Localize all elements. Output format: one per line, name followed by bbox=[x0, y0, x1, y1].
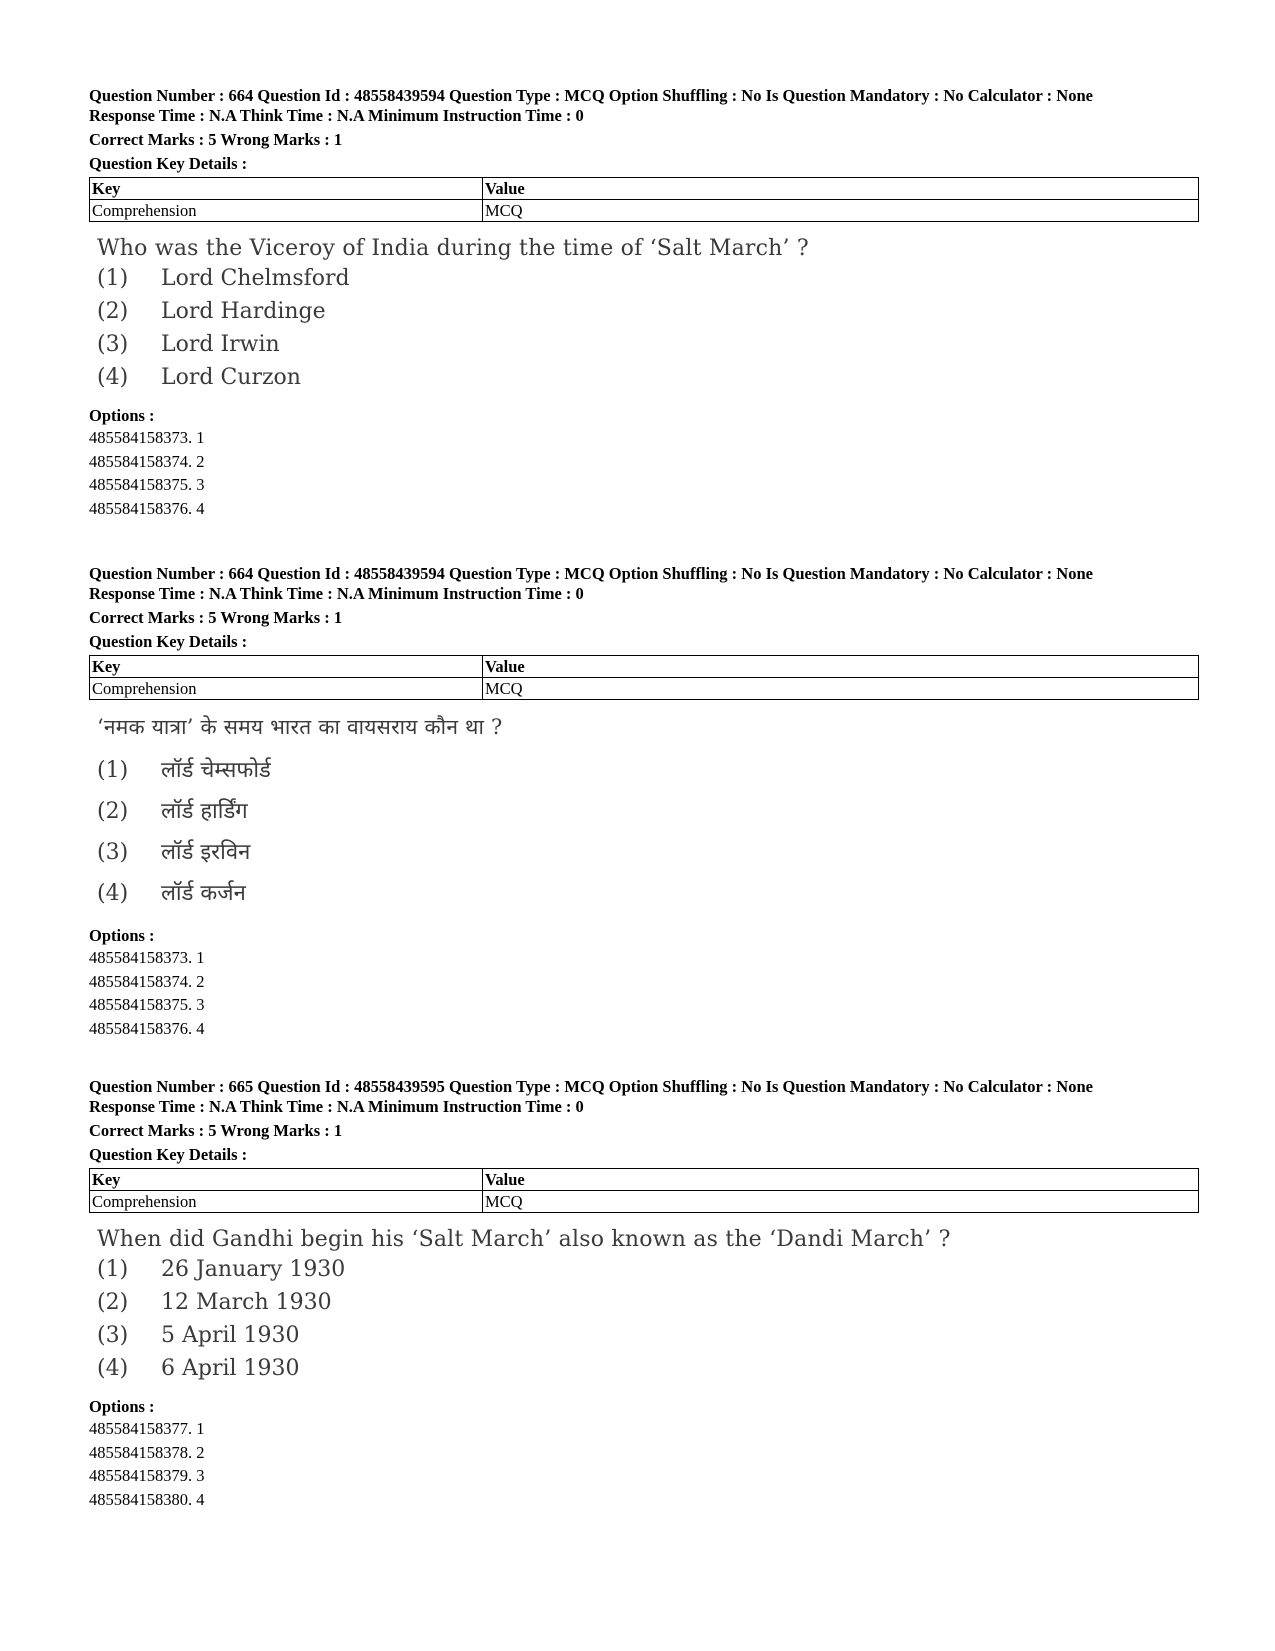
choice-text: लॉर्ड चेम्सफोर्ड bbox=[161, 758, 271, 783]
choice-text: 6 April 1930 bbox=[161, 1356, 300, 1381]
choice-number: (2) bbox=[97, 799, 129, 824]
choice-item bbox=[97, 1352, 1199, 1385]
choice-text: 5 April 1930 bbox=[161, 1323, 300, 1348]
choice-item bbox=[97, 791, 1199, 832]
timing-meta-line: Response Time : N.A Think Time : N.A Minimum Instruction Time : 0 bbox=[89, 106, 584, 125]
question-text: ‘नमक यात्रा’ के समय भारत का वायसराय कौन था ? bbox=[97, 715, 503, 739]
choice-text: लॉर्ड कर्जन bbox=[161, 881, 246, 906]
table-row bbox=[90, 1191, 1199, 1213]
table-header-row bbox=[90, 178, 1199, 200]
table-cell-key: Comprehension bbox=[90, 1191, 483, 1213]
question-image bbox=[97, 714, 1199, 914]
choice-text: Lord Chelmsford bbox=[161, 266, 350, 291]
choice-number: (1) bbox=[97, 758, 129, 783]
timing-meta-line: Response Time : N.A Think Time : N.A Minimum Instruction Time : 0 bbox=[89, 1097, 584, 1116]
question-block bbox=[89, 564, 1199, 1040]
options-list bbox=[89, 946, 1199, 1040]
table-header-value: Value bbox=[483, 656, 1199, 678]
timing-meta-line: Response Time : N.A Think Time : N.A Minimum Instruction Time : 0 bbox=[89, 584, 584, 603]
key-details-table bbox=[89, 655, 1199, 700]
option-id-item: 485584158373. 1 bbox=[89, 948, 205, 967]
option-id-item: 485584158379. 3 bbox=[89, 1466, 205, 1485]
key-details-label: Question Key Details : bbox=[89, 1145, 248, 1164]
options-list bbox=[89, 426, 1199, 520]
option-id-item: 485584158374. 2 bbox=[89, 451, 205, 471]
choice-item bbox=[97, 750, 1199, 791]
choice-item bbox=[97, 361, 1199, 394]
options-label: Options : bbox=[89, 1397, 155, 1416]
choice-number: (1) bbox=[97, 266, 129, 291]
table-header-key: Key bbox=[90, 656, 483, 678]
marks-line: Correct Marks : 5 Wrong Marks : 1 bbox=[89, 130, 343, 149]
table-cell-value: MCQ bbox=[483, 1191, 1199, 1213]
choice-item bbox=[97, 1319, 1199, 1352]
choice-item bbox=[97, 295, 1199, 328]
option-id-item: 485584158376. 4 bbox=[89, 1018, 205, 1038]
choice-number: (4) bbox=[97, 365, 129, 390]
choice-text: Lord Curzon bbox=[161, 365, 301, 390]
option-id-item: 485584158374. 2 bbox=[89, 971, 205, 991]
key-details-table bbox=[89, 1168, 1199, 1213]
question-image bbox=[97, 1227, 1199, 1385]
choice-item bbox=[97, 328, 1199, 361]
option-id-item: 485584158375. 3 bbox=[89, 475, 205, 494]
question-meta-line: Question Number : 664 Question Id : 48558439594 Question Type : MCQ Option Shuffling : No Is Question Mandatory : No Calculator : None bbox=[89, 564, 1093, 583]
choice-item bbox=[97, 1286, 1199, 1319]
choice-text: लॉर्ड इरविन bbox=[161, 840, 251, 865]
options-label: Options : bbox=[89, 926, 155, 945]
choice-number: (1) bbox=[97, 1257, 129, 1282]
key-details-label: Question Key Details : bbox=[89, 632, 248, 651]
table-row bbox=[90, 200, 1199, 222]
table-header-value: Value bbox=[483, 178, 1199, 200]
question-block bbox=[89, 86, 1199, 520]
choice-number: (3) bbox=[97, 840, 129, 865]
options-list bbox=[89, 1417, 1199, 1511]
choice-number: (3) bbox=[97, 332, 129, 357]
table-cell-key: Comprehension bbox=[90, 200, 483, 222]
options-label: Options : bbox=[89, 406, 155, 425]
table-cell-value: MCQ bbox=[483, 200, 1199, 222]
choice-number: (2) bbox=[97, 299, 129, 324]
key-details-label: Question Key Details : bbox=[89, 154, 248, 173]
choice-text: 26 January 1930 bbox=[161, 1257, 346, 1282]
choice-text: Lord Irwin bbox=[161, 332, 280, 357]
table-cell-key: Comprehension bbox=[90, 678, 483, 700]
question-image bbox=[97, 236, 1199, 394]
option-id-item: 485584158376. 4 bbox=[89, 498, 205, 518]
table-header-key: Key bbox=[90, 178, 483, 200]
option-id-item: 485584158380. 4 bbox=[89, 1489, 205, 1509]
table-header-row bbox=[90, 656, 1199, 678]
option-id-item: 485584158375. 3 bbox=[89, 995, 205, 1014]
choice-text: Lord Hardinge bbox=[161, 299, 326, 324]
question-block bbox=[89, 1077, 1199, 1511]
table-cell-value: MCQ bbox=[483, 678, 1199, 700]
question-meta-line: Question Number : 665 Question Id : 48558439595 Question Type : MCQ Option Shuffling : No Is Question Mandatory : No Calculator : None bbox=[89, 1077, 1093, 1096]
choice-number: (3) bbox=[97, 1323, 129, 1348]
question-text: When did Gandhi begin his ‘Salt March’ also known as the ‘Dandi March’ ? bbox=[97, 1227, 951, 1252]
choice-number: (2) bbox=[97, 1290, 129, 1315]
marks-line: Correct Marks : 5 Wrong Marks : 1 bbox=[89, 1121, 343, 1140]
choice-text: लॉर्ड हार्डिंग bbox=[161, 799, 248, 824]
choice-item bbox=[97, 832, 1199, 873]
option-id-item: 485584158377. 1 bbox=[89, 1419, 205, 1438]
choice-number: (4) bbox=[97, 881, 129, 906]
table-header-value: Value bbox=[483, 1169, 1199, 1191]
choice-item bbox=[97, 1253, 1199, 1286]
table-header-key: Key bbox=[90, 1169, 483, 1191]
key-details-table bbox=[89, 177, 1199, 222]
choice-number: (4) bbox=[97, 1356, 129, 1381]
question-text: Who was the Viceroy of India during the time of ‘Salt March’ ? bbox=[97, 236, 809, 261]
marks-line: Correct Marks : 5 Wrong Marks : 1 bbox=[89, 608, 343, 627]
choice-text: 12 March 1930 bbox=[161, 1290, 332, 1315]
table-row bbox=[90, 678, 1199, 700]
table-header-row bbox=[90, 1169, 1199, 1191]
option-id-item: 485584158373. 1 bbox=[89, 428, 205, 447]
question-meta-line: Question Number : 664 Question Id : 48558439594 Question Type : MCQ Option Shuffling : No Is Question Mandatory : No Calculator : None bbox=[89, 86, 1093, 105]
option-id-item: 485584158378. 2 bbox=[89, 1442, 205, 1462]
choice-item bbox=[97, 262, 1199, 295]
choice-item bbox=[97, 873, 1199, 914]
